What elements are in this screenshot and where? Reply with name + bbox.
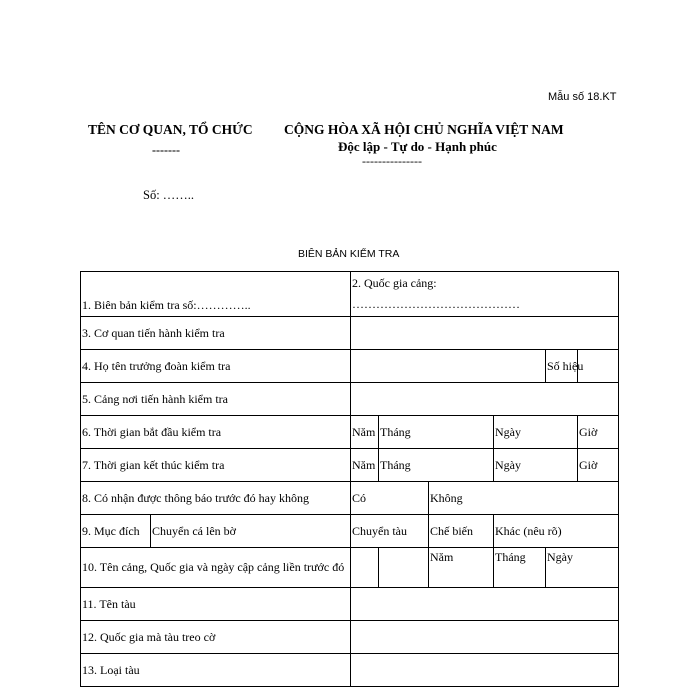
end-year-field[interactable]: Năm	[351, 449, 379, 482]
report-number-label: 1. Biên bản kiểm tra số:…………..	[81, 272, 351, 317]
motto-divider: ---------------	[362, 154, 422, 168]
table-row	[81, 621, 619, 654]
end-month-field[interactable]: Tháng	[379, 449, 494, 482]
inspection-port-field[interactable]	[351, 383, 619, 416]
table-row	[81, 317, 619, 350]
notice-no-option[interactable]: Không	[429, 482, 619, 515]
prior-notice-label: 8. Có nhận được thông báo trước đó hay không	[81, 482, 351, 515]
purpose-landing-option[interactable]: Chuyển cá lên bờ	[151, 515, 351, 548]
previous-day-field[interactable]: Ngày	[546, 548, 619, 588]
start-hour-field[interactable]: Giờ	[578, 416, 619, 449]
table-row	[81, 515, 619, 548]
table-row	[81, 272, 619, 317]
vessel-name-field[interactable]	[351, 588, 619, 621]
vessel-name-label: 11. Tên tàu	[81, 588, 351, 621]
table-row	[81, 548, 619, 588]
id-number-label: Số hiệu	[546, 350, 578, 383]
team-leader-label: 4. Họ tên trưởng đoàn kiểm tra	[81, 350, 351, 383]
purpose-label: 9. Mục đích	[81, 515, 151, 548]
purpose-transship-option[interactable]: Chuyển tàu	[351, 515, 429, 548]
port-country-label: 2. Quốc gia cảng:	[352, 276, 437, 290]
end-day-field[interactable]: Ngày	[494, 449, 578, 482]
document-title: BIÊN BẢN KIỂM TRA	[298, 248, 400, 260]
previous-port-label: 10. Tên cảng, Quốc gia và ngày cập cảng liền trước đó	[81, 548, 351, 588]
notice-yes-option[interactable]: Có	[351, 482, 429, 515]
vessel-type-field[interactable]	[351, 654, 619, 687]
start-year-field[interactable]: Năm	[351, 416, 379, 449]
team-leader-field[interactable]	[351, 350, 546, 383]
purpose-other-option[interactable]: Khác (nêu rõ)	[494, 515, 619, 548]
national-motto: Độc lập - Tự do - Hạnh phúc	[338, 139, 497, 154]
id-number-field[interactable]	[578, 350, 619, 383]
flag-state-label: 12. Quốc gia mà tàu treo cờ	[81, 621, 351, 654]
start-day-field[interactable]: Ngày	[494, 416, 578, 449]
document-number: Số: ……..	[143, 188, 195, 202]
table-row	[81, 350, 619, 383]
previous-country-field[interactable]	[379, 548, 429, 588]
table-row	[81, 383, 619, 416]
vessel-type-label: 13. Loại tàu	[81, 654, 351, 687]
inspection-report-table	[80, 271, 619, 687]
port-country-dots: ……………………………………	[352, 297, 520, 311]
table-row	[81, 588, 619, 621]
end-time-label: 7. Thời gian kết thúc kiểm tra	[81, 449, 351, 482]
table-row	[81, 416, 619, 449]
inspection-agency-label: 3. Cơ quan tiến hành kiểm tra	[81, 317, 351, 350]
agency-name: TÊN CƠ QUAN, TỔ CHỨC	[88, 122, 253, 137]
previous-month-field[interactable]: Tháng	[494, 548, 546, 588]
agency-divider: -------	[152, 143, 180, 157]
table-row	[81, 482, 619, 515]
start-time-label: 6. Thời gian bắt đầu kiểm tra	[81, 416, 351, 449]
purpose-processing-option[interactable]: Chế biến	[429, 515, 494, 548]
start-month-field[interactable]: Tháng	[379, 416, 494, 449]
end-hour-field[interactable]: Giờ	[578, 449, 619, 482]
inspection-agency-field[interactable]	[351, 317, 619, 350]
inspection-port-label: 5. Cảng nơi tiến hành kiểm tra	[81, 383, 351, 416]
form-number: Mẫu số 18.KT	[548, 91, 617, 103]
previous-port-field[interactable]	[351, 548, 379, 588]
flag-state-field[interactable]	[351, 621, 619, 654]
republic-title: CỘNG HÒA XÃ HỘI CHỦ NGHĨA VIỆT NAM	[284, 122, 564, 137]
table-row	[81, 654, 619, 687]
table-row	[81, 449, 619, 482]
previous-year-field[interactable]: Năm	[429, 548, 494, 588]
port-country-cell[interactable]	[351, 272, 619, 317]
